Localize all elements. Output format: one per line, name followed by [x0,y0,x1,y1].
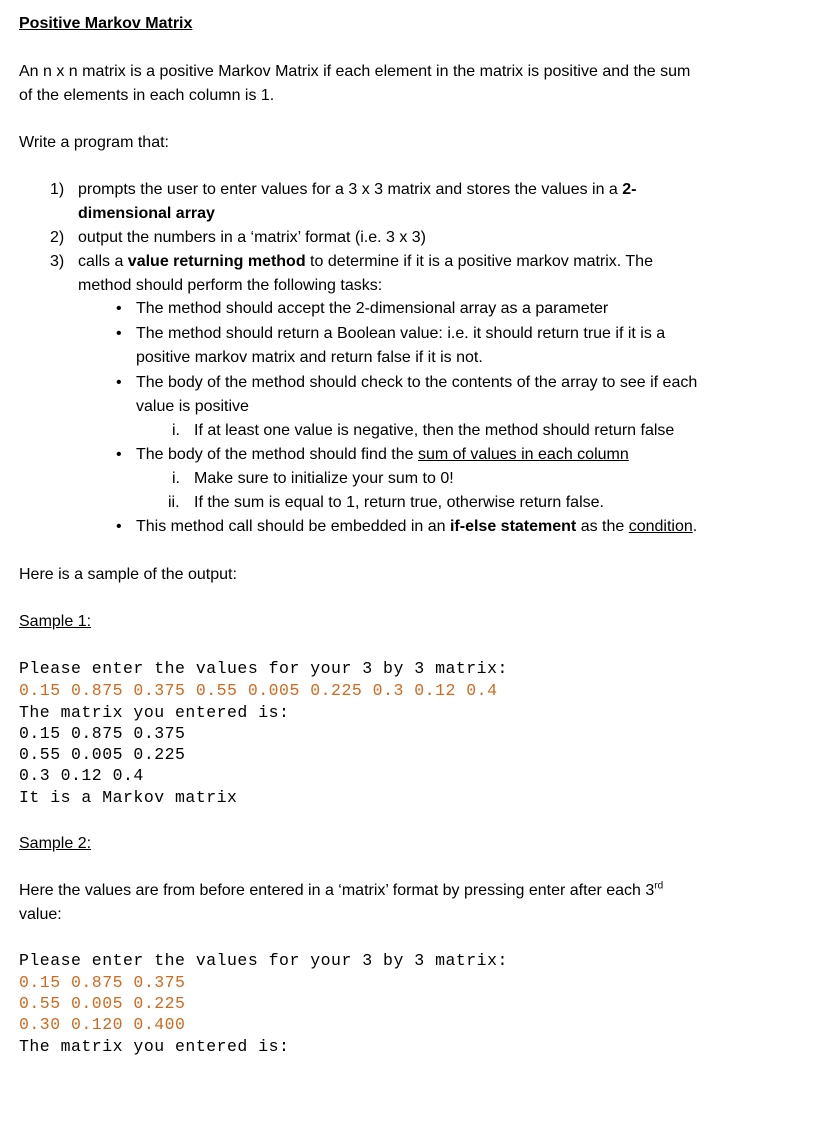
task-1-text [78,181,637,199]
page-title: Positive Markov Matrix [19,15,193,32]
sample-1-entered: The matrix you entered is: [19,703,290,722]
task-3-text [78,253,653,271]
sample-intro: Here is a sample of the output: [19,566,237,583]
sample-1-row-1: 0.15 0.875 0.375 [19,724,186,743]
sample-1-prompt: Please enter the values for your 3 by 3 matrix: [19,659,508,678]
bullet-4-sub-ii-text: If the sum is equal to 1, return true, otherwise return false. [194,494,604,511]
write-program-text: Write a program that: [19,134,169,151]
sample-2-input-3: 0.30 0.120 0.400 [19,1015,186,1034]
bullet-4-text-a: The body of the method should find the [136,446,418,463]
sample-1-result: It is a Markov matrix [19,788,238,807]
sample-2-desc-sup: rd [654,880,664,892]
bullet-dot-4: • [116,446,122,463]
sample-2-entered: The matrix you entered is: [19,1037,290,1056]
sample-2-desc-a: Here the values are from before entered in a ‘matrix’ format by pressing enter after each 3 [19,882,655,899]
bullet-5-text-d: . [692,518,698,535]
bullet-4-text-underlined: sum of values in each column [417,446,629,463]
bullet-5-text-b: if-else statement [449,518,577,535]
intro-line-1: An n x n matrix is a positive Markov Matrix if each element in the matrix is positive and the sum [19,63,691,80]
sample-2-desc-b: value: [19,906,62,923]
bullet-2-text-a: The method should return a Boolean value: i.e. it should return true if it is a [136,325,666,342]
bullet-3-text-a: The body of the method should check to the contents of the array to see if each [136,374,698,391]
bullet-5-text-a: This method call should be embedded in an [136,518,450,535]
task-3-text-d: method should perform the following tasks: [78,277,383,294]
bullet-3-sub-i-text: If at least one value is negative, then the method should return false [194,422,675,439]
bullet-dot-5: • [116,518,122,535]
bullet-3-sub-i-number: i. [172,422,180,439]
sample-1-input: 0.15 0.875 0.375 0.55 0.005 0.225 0.3 0.12 0.4 [19,681,498,700]
task-1-text-a: prompts the user to enter values for a 3 x 3 matrix and stores the values in a [78,181,623,198]
bullet-5-text-underlined: condition [628,518,693,535]
bullet-4-sub-i-text: Make sure to initialize your sum to 0! [194,470,454,487]
bullet-4-sub-i-number: i. [172,470,180,487]
sample-1-row-2: 0.55 0.005 0.225 [19,745,186,764]
sample-2-prompt: Please enter the values for your 3 by 3 matrix: [19,951,508,970]
bullet-4-text [136,446,629,464]
task-1-number: 1) [50,181,65,198]
bullet-2-text-b: positive markov matrix and return false if it is not. [136,349,483,366]
intro-line-2: of the elements in each column is 1. [19,87,275,104]
bullet-5-text [136,518,697,536]
task-3-number: 3) [50,253,65,270]
task-1-text-b: 2- [622,181,637,198]
sample-1-row-3: 0.3 0.12 0.4 [19,766,144,785]
task-1-text-c: dimensional array [78,205,215,222]
task-2-text: output the numbers in a ‘matrix’ format (i.e. 3 x 3) [78,229,426,246]
sample-2-input-1: 0.15 0.875 0.375 [19,973,186,992]
bullet-3-text-b: value is positive [136,398,249,415]
bullet-dot-1: • [116,300,122,317]
task-3-text-c: to determine if it is a positive markov matrix. The [305,253,653,270]
task-3-text-b: value returning method [127,253,306,270]
sample-2-desc [19,882,663,900]
bullet-5-text-c: as the [576,518,629,535]
bullet-1-text: The method should accept the 2-dimensional array as a parameter [136,300,609,317]
task-3-text-a: calls a [78,253,128,270]
bullet-dot-3: • [116,374,122,391]
sample-2-heading: Sample 2: [19,835,92,852]
bullet-dot-2: • [116,325,122,342]
sample-1-heading: Sample 1: [19,613,92,630]
task-2-number: 2) [50,229,65,246]
sample-2-input-2: 0.55 0.005 0.225 [19,994,186,1013]
bullet-4-sub-ii-number: ii. [168,494,180,511]
